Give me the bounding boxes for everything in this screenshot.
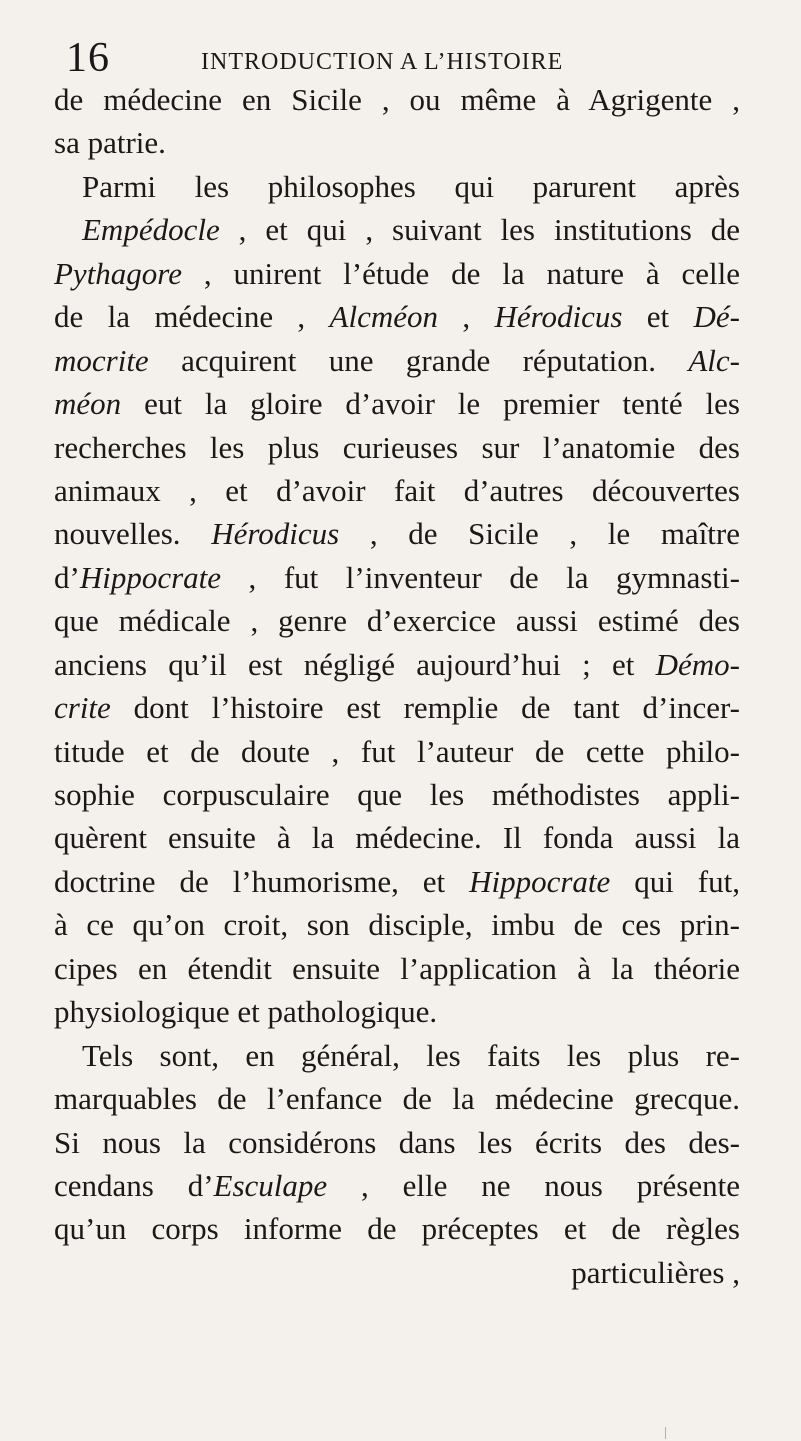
text-line-22: physiologique et pathologique.	[54, 994, 438, 1030]
person-name-herodicus: Hérodicus	[494, 299, 623, 335]
text-line-12: d’Hippocrate , fut l’inventeur de la gymnasti-	[54, 559, 740, 595]
text-line-2: sa patrie.	[54, 125, 166, 161]
person-name-esculape: Esculape	[213, 1167, 328, 1203]
text-line-23: Tels sont, en général, les faits les plus re-	[82, 1037, 740, 1073]
text-line-3: Parmi les philosophes qui parurent après	[82, 168, 740, 204]
person-name-herodicus-2: Hérodicus	[211, 516, 340, 552]
person-name-democrite-part-2: mocrite	[54, 342, 149, 378]
body-text	[54, 78, 740, 1294]
text-line-1: de médecine en Sicile , ou même à Agrigente ,	[54, 82, 740, 117]
text-line-5: Pythagore , unirent l’étude de la nature à celle	[54, 255, 740, 291]
text-line-4: Empédocle , et qui , suivant les institutions de	[82, 212, 740, 248]
text-line-15: crite dont l’histoire est remplie de tant d’incer-	[54, 690, 740, 726]
person-name-pythagore: Pythagore	[54, 255, 182, 291]
text-line-13: que médicale , genre d’exercice aussi estimé des	[54, 603, 740, 639]
page-number: 16	[66, 35, 110, 81]
text-line-27: qu’un corps informe de préceptes et de règles	[54, 1211, 740, 1247]
text-line-6: de la médecine , Alcméon , Hérodicus et Dé-	[54, 299, 741, 335]
text-line-17: sophie corpusculaire que les méthodistes appli-	[54, 777, 740, 812]
text-line-18: quèrent ensuite à la médecine. Il fonda aussi la	[54, 820, 740, 856]
text-line-19: doctrine de l’humorisme, et Hippocrate qui fut,	[54, 863, 740, 899]
text-line-20: à ce qu’on croit, son disciple, imbu de ces prin-	[54, 907, 740, 943]
person-name-empedocle: Empédocle	[82, 212, 220, 248]
text-line-14: anciens qu’il est négligé aujourd’hui ; et Démo-	[54, 646, 740, 682]
text-line-16: titude et de doute , fut l’auteur de cette philo-	[54, 733, 740, 769]
person-name-democrite-part-3: Démo-	[655, 646, 740, 682]
person-name-hippocrate: Hippocrate	[79, 559, 222, 595]
text-line-9: recherches les plus curieuses sur l’anatomie des	[54, 429, 740, 465]
text-line-28: particulières ,	[571, 1254, 740, 1290]
text-line-11: nouvelles. Hérodicus , de Sicile , le maître	[54, 516, 740, 552]
person-name-democrite-part-1: Dé-	[693, 299, 741, 335]
running-title: INTRODUCTION A L’HISTOIRE	[201, 49, 564, 75]
text-line-25: Si nous la considérons dans les écrits des des-	[54, 1124, 740, 1160]
text-line-10: animaux , et d’avoir fait d’autres découvertes	[54, 472, 740, 508]
person-name-alcmeon-part-1: Alc-	[688, 342, 740, 378]
running-head	[66, 34, 746, 84]
page-edge-mark	[665, 1427, 666, 1439]
person-name-hippocrate-2: Hippocrate	[469, 863, 611, 899]
text-line-21: cipes en étendit ensuite l’application à la théorie	[54, 950, 740, 986]
text-line-26: cendans d’Esculape , elle ne nous présente	[54, 1167, 740, 1203]
text-line-24: marquables de l’enfance de la médecine grecque.	[54, 1081, 740, 1117]
text-line-7: mocrite acquirent une grande réputation. Alc-	[54, 342, 740, 378]
person-name-alcmeon: Alcméon	[329, 299, 438, 335]
text-line-8: méon eut la gloire d’avoir le premier tenté les	[54, 386, 740, 422]
person-name-alcmeon-part-2: méon	[54, 386, 122, 422]
person-name-democrite-part-4: crite	[54, 690, 111, 726]
